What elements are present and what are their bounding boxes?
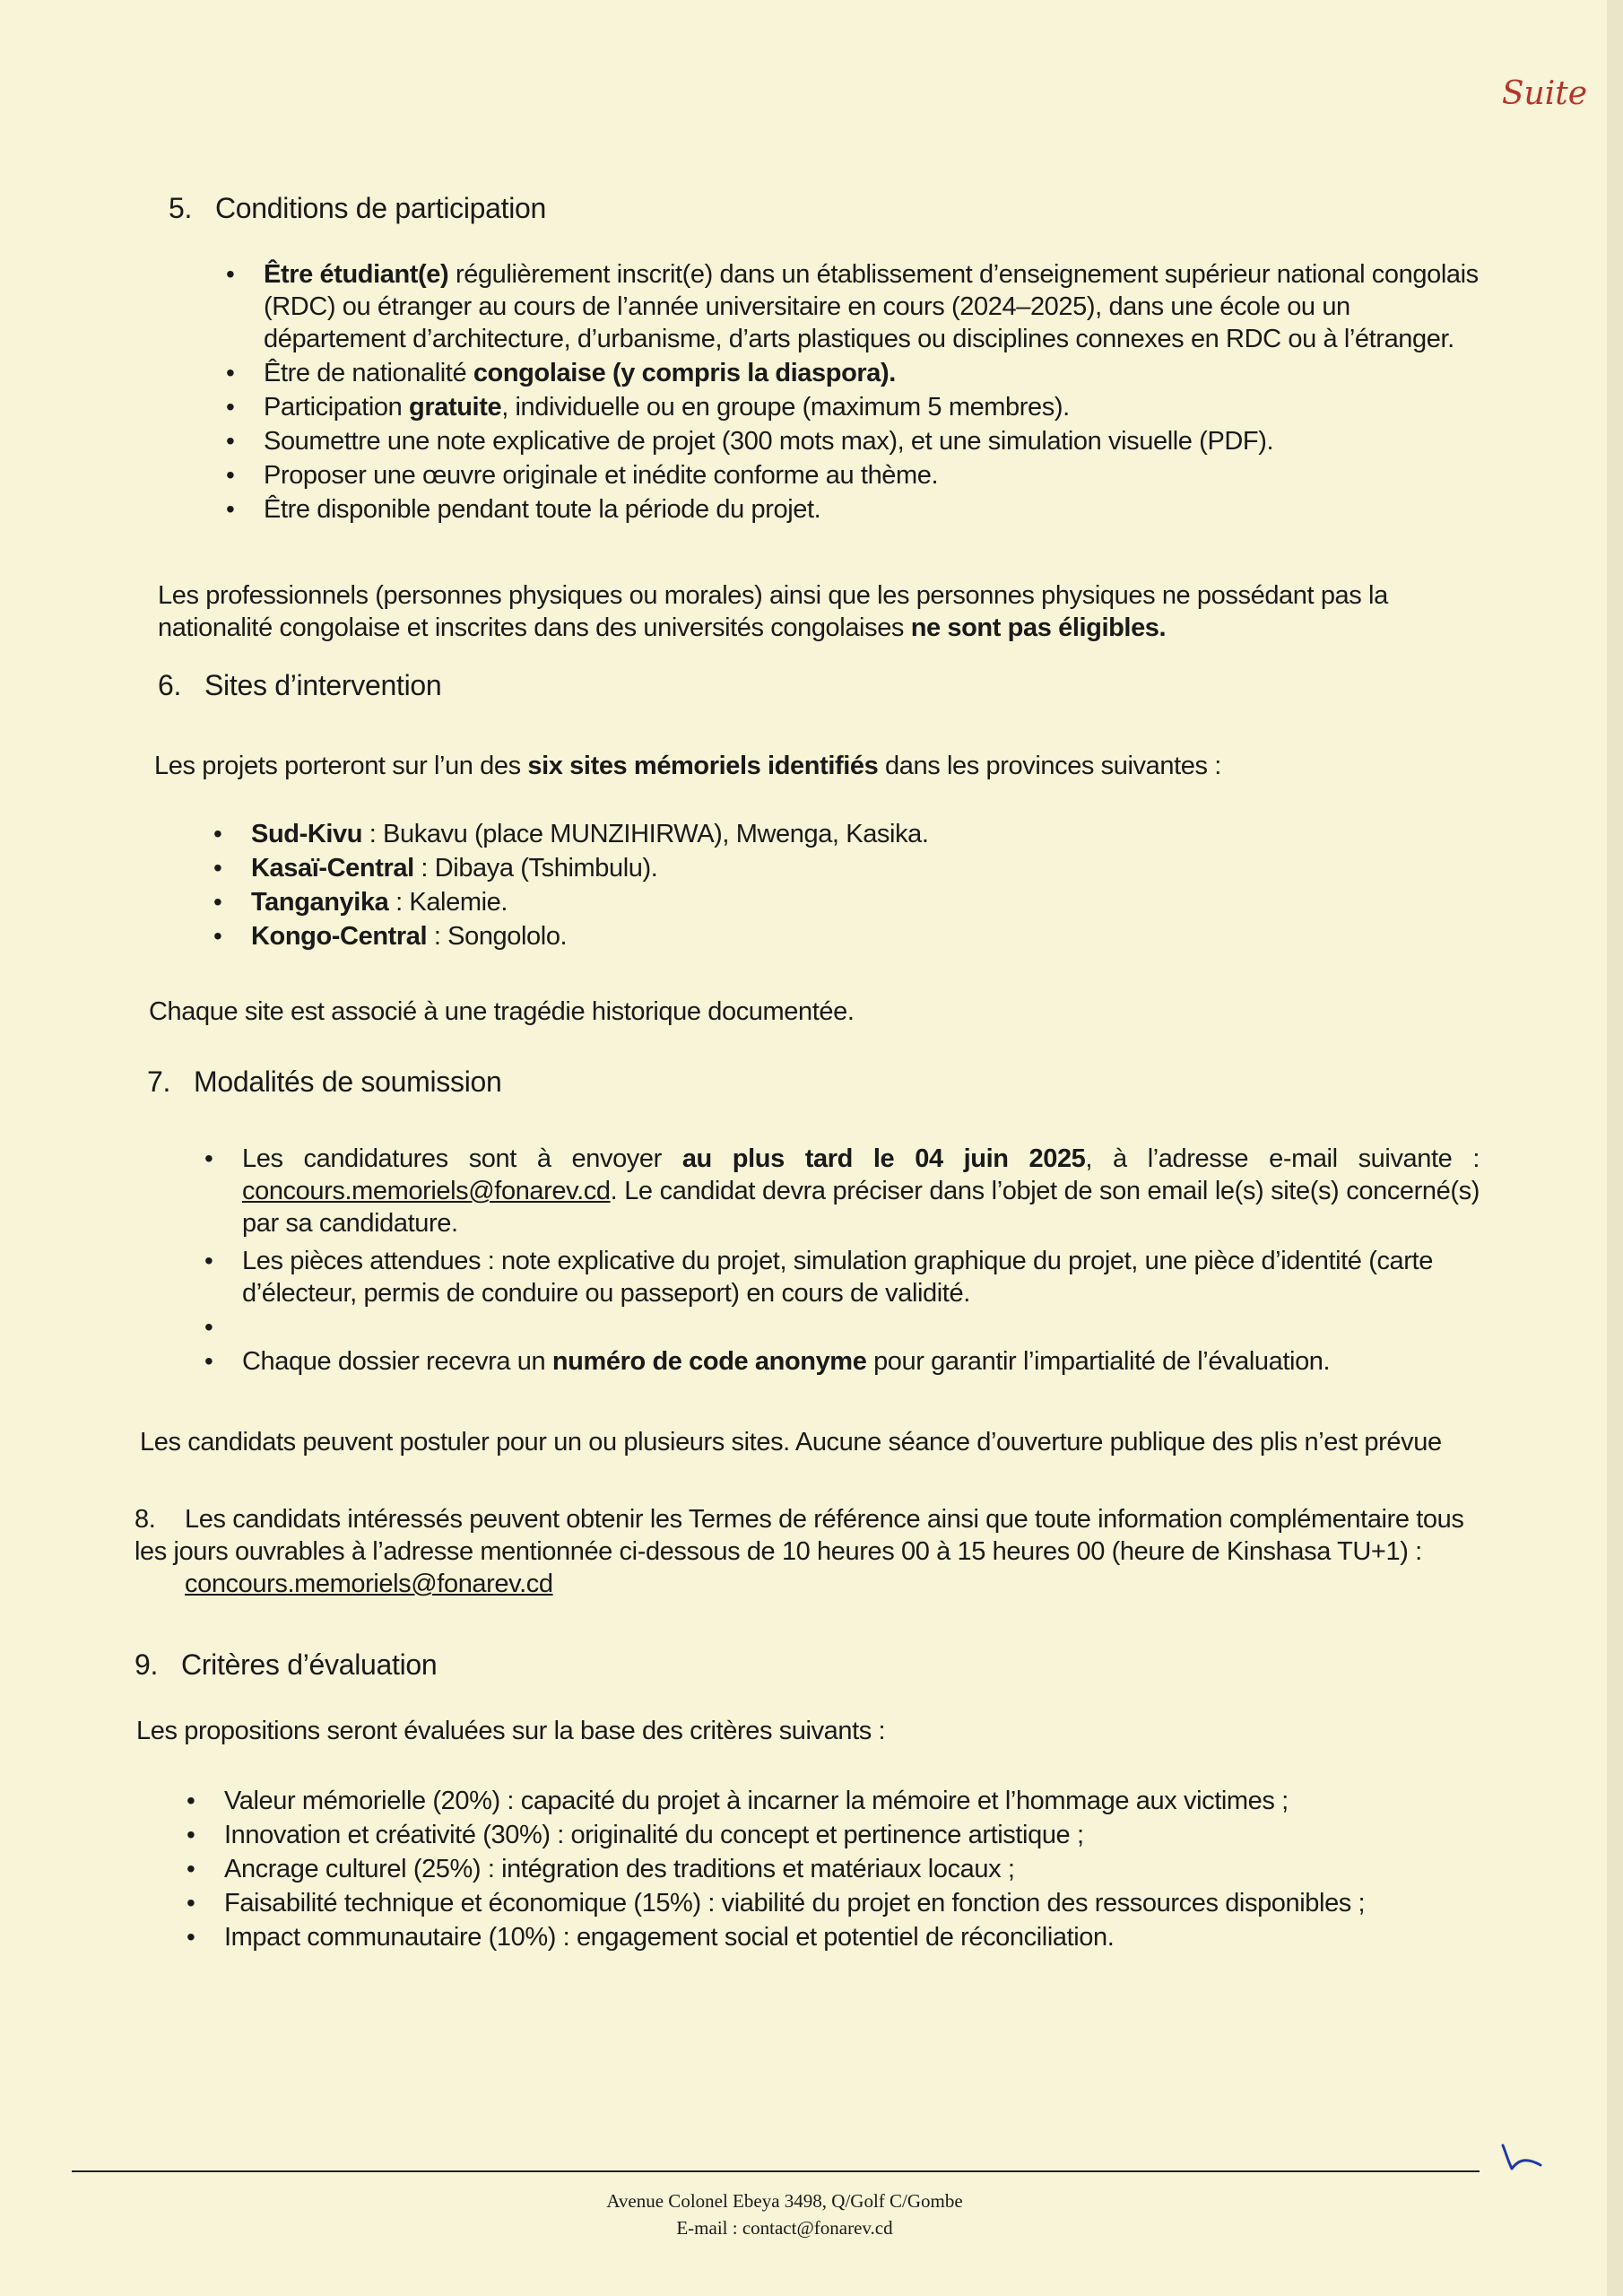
bullet: • — [213, 820, 222, 848]
places: : Songololo. — [427, 922, 568, 951]
corner-label: Suite — [1501, 75, 1587, 112]
bullet: • — [204, 1313, 213, 1341]
list-item — [213, 818, 1417, 850]
list-item — [226, 391, 1483, 423]
text: Les pièces attendues : note explicative du projet, simulation graphique du projet, une pièce d’identité (carte d’électeur, permis de conduire ou passeport) en cours de validité. — [242, 1247, 1433, 1308]
section-number: 7. — [147, 1065, 171, 1098]
list-item — [226, 459, 1483, 491]
text: Proposer une œuvre originale et inédite conforme au thème. — [264, 461, 939, 490]
bullet: • — [204, 1347, 213, 1375]
footer-email: E-mail : contact@fonarev.cd — [676, 2217, 893, 2239]
bold-text: au plus tard le 04 juin 2025 — [681, 1144, 1086, 1173]
list-item — [226, 357, 1483, 389]
list-item — [187, 1785, 1480, 1817]
bullet: • — [226, 495, 235, 523]
bullet: • — [226, 260, 235, 288]
list-item — [204, 1245, 1480, 1309]
section-title-text: Modalités de soumission — [194, 1065, 502, 1098]
list-item — [187, 1887, 1480, 1919]
province: Tanganyika — [251, 888, 389, 917]
list-item — [187, 1819, 1480, 1851]
section-title-text: Critères d’évaluation — [181, 1648, 438, 1681]
bullet: • — [226, 461, 235, 489]
handwritten-mark-icon — [1499, 2142, 1544, 2172]
places: : Bukavu (place MUNZIHIRWA), Mwenga, Kasika. — [362, 820, 929, 848]
eligibility-note — [158, 579, 1494, 644]
text: Chaque dossier recevra un — [242, 1347, 552, 1376]
bold-text: Être étudiant(e) — [264, 260, 449, 289]
submission-note: Les candidats peuvent postuler pour un ou plusieurs sites. Aucune séance d’ouverture publique des plis n’est prévue — [140, 1428, 1442, 1457]
section-6-title — [158, 669, 441, 702]
text: Faisabilité technique et économique (15%) : viabilité du projet en fonction des ressources disponibles ; — [224, 1889, 1366, 1918]
section-5-title — [169, 192, 546, 225]
bullet: • — [204, 1144, 213, 1172]
bold-text: congolaise (y compris la diaspora). — [473, 359, 896, 387]
list-item — [226, 425, 1483, 457]
section-9-title — [135, 1648, 437, 1682]
section-number: 5. — [169, 192, 193, 224]
bullet: • — [226, 359, 235, 387]
text: Valeur mémorielle (20%) : capacité du projet à incarner la mémoire et l’hommage aux victimes ; — [224, 1787, 1289, 1815]
text: dans les provinces suivantes : — [878, 752, 1221, 780]
sites-intro — [154, 750, 1490, 782]
sites-note: Chaque site est associé à une tragédie historique documentée. — [149, 997, 855, 1026]
text: Ancrage culturel (25%) : intégration des traditions et matériaux locaux ; — [224, 1855, 1015, 1883]
bold-text: ne sont pas éligibles. — [910, 613, 1167, 642]
text: Être de nationalité — [264, 359, 473, 387]
list-item-empty — [204, 1311, 1480, 1344]
text: Les candidatures sont à envoyer — [242, 1144, 682, 1173]
bullet: • — [213, 922, 222, 950]
text: , individuelle ou en groupe (maximum 5 membres). — [501, 393, 1070, 422]
submission-email-link[interactable]: concours.memoriels@fonarev.cd — [242, 1177, 611, 1205]
text: , à l’adresse e-mail suivante : — [1085, 1144, 1480, 1173]
page-edge — [1607, 0, 1623, 2296]
bullet: • — [204, 1247, 213, 1274]
list-item — [213, 886, 1417, 918]
bullet: • — [226, 393, 235, 421]
footer-divider — [72, 2170, 1480, 2172]
participation-conditions-list — [226, 258, 1483, 527]
bullet: • — [187, 1855, 195, 1883]
bullet: • — [187, 1923, 195, 1951]
places: : Dibaya (Tshimbulu). — [413, 854, 658, 883]
text: . Le candidat devra préciser dans l’objet de son email le(s) site(s) concerné(s) par sa candidature. — [242, 1177, 1480, 1238]
text: Innovation et créativité (30%) : originalité du concept et pertinence artistique ; — [224, 1821, 1084, 1849]
sites-list — [213, 818, 1417, 954]
list-item — [213, 920, 1417, 952]
section-title-text: Conditions de participation — [215, 192, 547, 224]
province: Sud-Kivu — [251, 820, 363, 848]
text: régulièrement inscrit(e) dans un établissement d’enseignement supérieur national congolais (RDC) ou étranger au cours de l’année universitaire en cours (2024–2025), dans une école ou un département d’architecture, d’urbanisme, d’arts plastiques ou disciplines connexes en RDC ou à l’étranger. — [264, 260, 1479, 353]
section-title-text: Sites d’intervention — [204, 669, 442, 701]
places: : Kalemie. — [388, 888, 508, 917]
list-item — [226, 258, 1483, 355]
bullet: • — [213, 888, 222, 916]
section-8 — [135, 1503, 1480, 1600]
section-number: 6. — [158, 669, 182, 701]
province: Kasaï-Central — [251, 854, 414, 883]
bullet: • — [187, 1889, 195, 1917]
province: Kongo-Central — [251, 922, 428, 951]
bold-text: numéro de code anonyme — [551, 1347, 867, 1376]
list-item — [226, 493, 1483, 526]
criteria-intro: Les propositions seront évaluées sur la base des critères suivants : — [136, 1717, 886, 1745]
list-item — [204, 1143, 1480, 1239]
text: Les professionnels (personnes physiques ou morales) ainsi que les personnes physiques ne possédant pas la nationalité congolaise et inscrites dans des universités congolaises — [158, 581, 1388, 642]
bold-text: gratuite — [409, 393, 502, 422]
text: Soumettre une note explicative de projet (300 mots max), et une simulation visuelle (PDF). — [264, 427, 1274, 456]
bold-text: six sites mémoriels identifiés — [527, 752, 879, 780]
section-number: 9. — [135, 1648, 159, 1681]
text: Les projets porteront sur l’un des — [154, 752, 528, 780]
text: Les candidats intéressés peuvent obtenir les Termes de référence ainsi que toute information complémentaire tous les jours ouvrables à l’adresse mentionnée ci-dessous de 10 heures 00 à 15 heures 00 (heure de Kinshasa TU+1) : — [135, 1505, 1464, 1566]
bullet: • — [213, 854, 222, 882]
info-email-link[interactable]: concours.memoriels@fonarev.cd — [185, 1570, 553, 1598]
criteria-list — [187, 1785, 1480, 1955]
bullet: • — [187, 1787, 195, 1814]
text: pour garantir l’impartialité de l’évaluation. — [866, 1347, 1331, 1376]
list-item — [187, 1853, 1480, 1885]
section-number: 8. — [135, 1505, 156, 1534]
text: Participation — [264, 393, 410, 422]
bullet: • — [187, 1821, 195, 1848]
section-7-title — [147, 1065, 502, 1099]
bullet: • — [226, 427, 235, 455]
list-item — [187, 1921, 1480, 1953]
text: Impact communautaire (10%) : engagement social et potentiel de réconciliation. — [224, 1923, 1115, 1952]
submission-list — [204, 1143, 1480, 1379]
list-item — [213, 852, 1417, 884]
footer-address: Avenue Colonel Ebeya 3498, Q/Golf C/Gombe — [606, 2190, 963, 2212]
list-item — [204, 1345, 1480, 1378]
text: Être disponible pendant toute la période du projet. — [264, 495, 821, 524]
